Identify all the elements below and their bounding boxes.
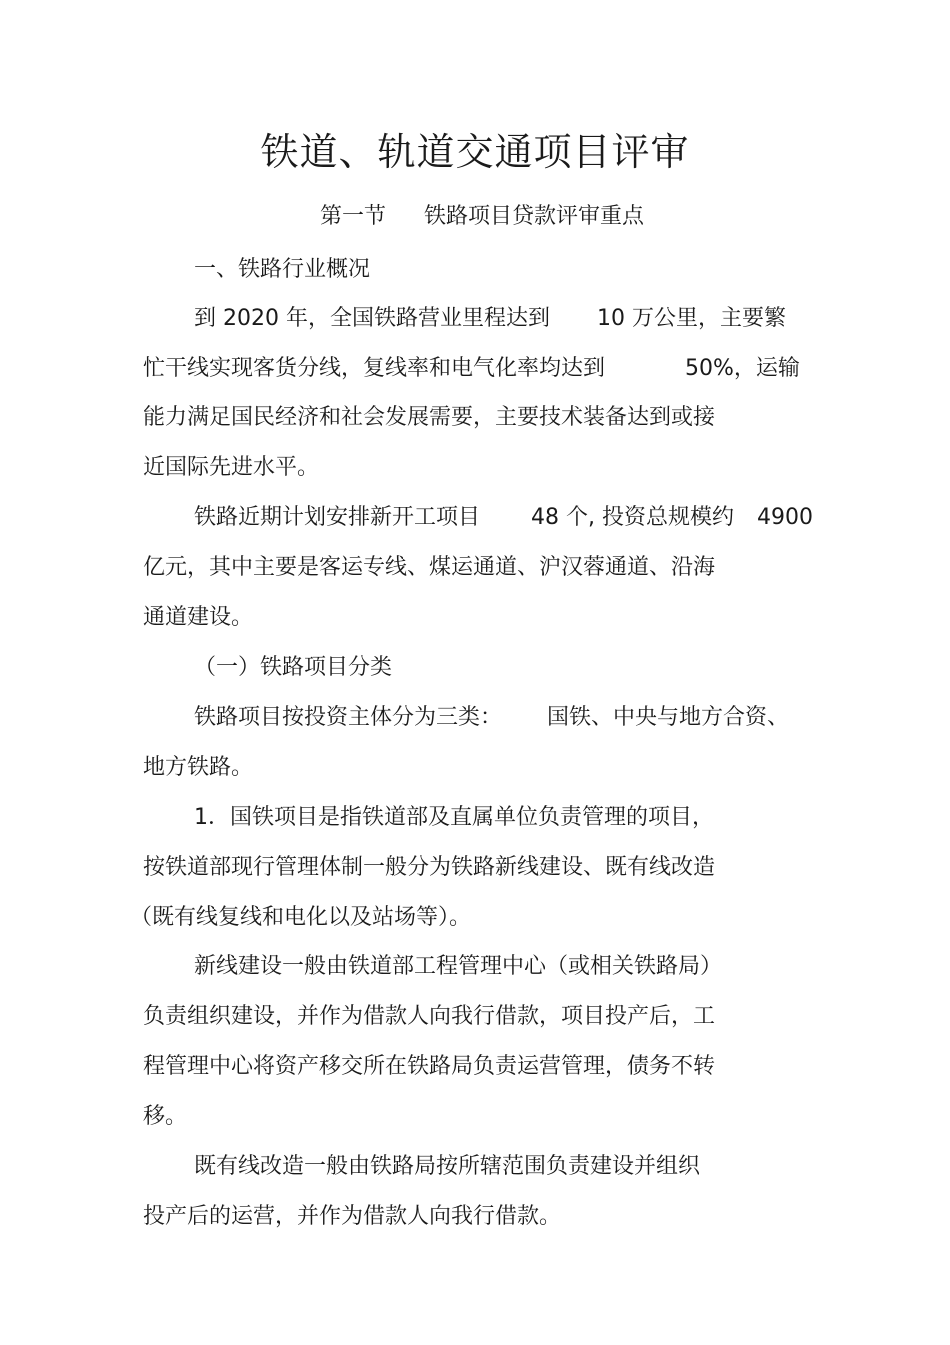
heading-industry-overview: 一、铁路行业概况 bbox=[194, 257, 371, 282]
document-title: 铁道、轨道交通项目评审 bbox=[260, 130, 690, 174]
paragraph-line: 10 万公里，主要繁 bbox=[597, 306, 786, 331]
paragraph-line: 48 个, 投资总规模约 bbox=[531, 505, 734, 530]
paragraph-line: （既有线复线和电化以及站场等）。 bbox=[130, 905, 472, 930]
paragraph-line: 移。 bbox=[143, 1104, 188, 1129]
paragraph-line: 既有线改造一般由铁路局按所辖范围负责建设并组织 bbox=[194, 1154, 701, 1179]
paragraph-line: 通道建设。 bbox=[143, 605, 254, 630]
section-name: 铁路项目贷款评审重点 bbox=[424, 204, 645, 229]
paragraph-line: 4900 bbox=[757, 505, 813, 530]
paragraph-line: 负责组织建设，并作为借款人向我行借款，项目投产后，工 bbox=[143, 1004, 716, 1029]
paragraph-line: 铁路项目按投资主体分为三类： bbox=[194, 705, 503, 730]
paragraph-line: 忙干线实现客货分线，复线率和电气化率均达到 bbox=[143, 356, 606, 381]
heading-project-classification: （一）铁路项目分类 bbox=[194, 655, 393, 680]
paragraph-line: 投产后的运营，并作为借款人向我行借款。 bbox=[143, 1204, 562, 1229]
paragraph-line: 50%，运输 bbox=[685, 356, 800, 381]
paragraph-line: 亿元，其中主要是客运专线、煤运通道、沪汉蓉通道、沿海 bbox=[143, 555, 716, 580]
paragraph-line: 1．国铁项目是指铁道部及直属单位负责管理的项目， bbox=[194, 805, 714, 830]
paragraph-line: 程管理中心将资产移交所在铁路局负责运营管理，债务不转 bbox=[143, 1054, 716, 1079]
paragraph-line: 地方铁路。 bbox=[143, 755, 254, 780]
paragraph-line: 铁路近期计划安排新开工项目 bbox=[194, 505, 481, 530]
section-number: 第一节 bbox=[320, 204, 387, 229]
paragraph-line: 国铁、中央与地方合资、 bbox=[547, 705, 790, 730]
paragraph-line: 新线建设一般由铁道部工程管理中心（或相关铁路局） bbox=[194, 954, 723, 979]
paragraph-line: 到 2020 年，全国铁路营业里程达到 bbox=[194, 306, 550, 331]
paragraph-line: 能力满足国民经济和社会发展需要，主要技术装备达到或接 bbox=[143, 405, 716, 430]
paragraph-line: 近国际先进水平。 bbox=[143, 455, 320, 480]
paragraph-line: 按铁道部现行管理体制一般分为铁路新线建设、既有线改造 bbox=[143, 855, 716, 880]
